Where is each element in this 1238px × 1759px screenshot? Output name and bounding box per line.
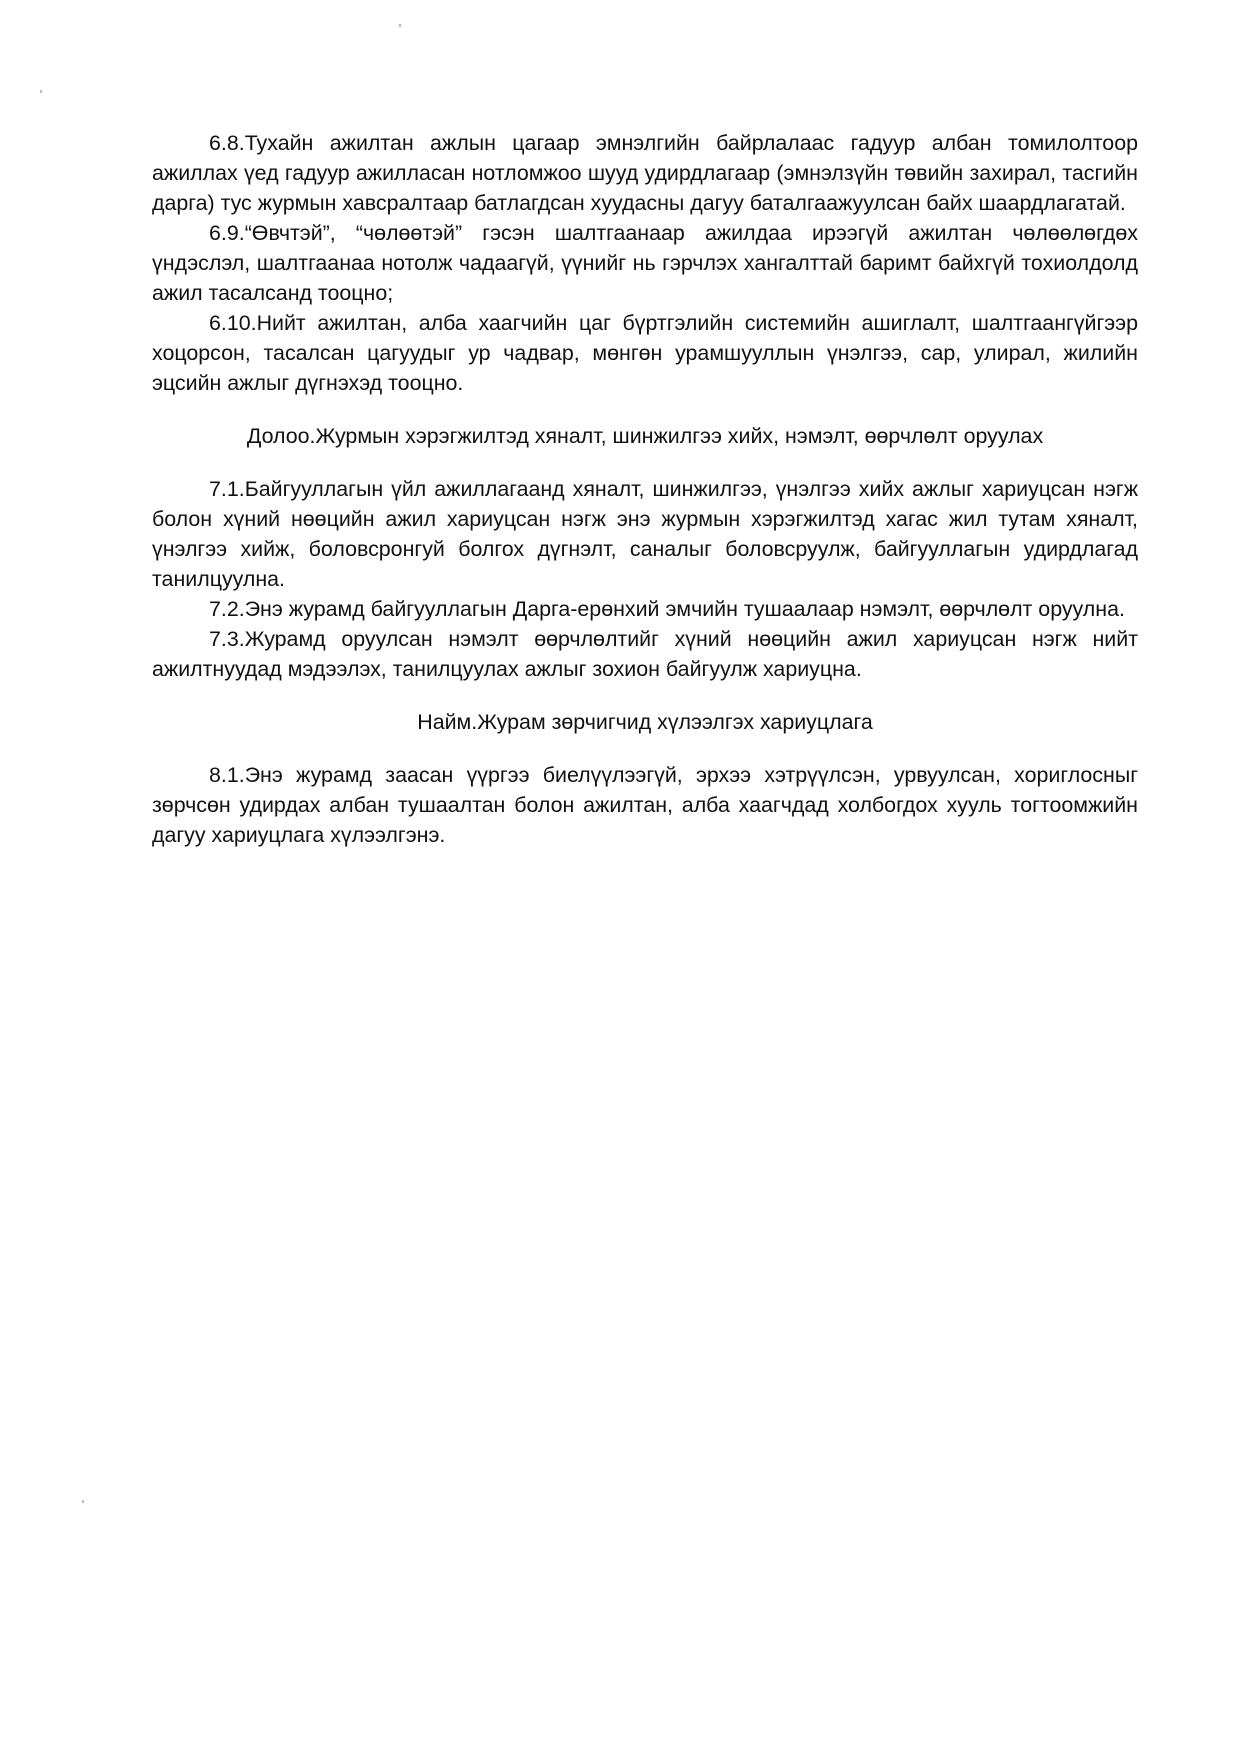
clause-7-2 [152, 594, 1138, 624]
clause-number: 6.8. [209, 131, 245, 155]
clause-number: 8.1. [209, 763, 245, 787]
clause-text: Энэ журамд байгууллагын Дарга-ерөнхий эмчийн тушаалаар нэмэлт, өөрчлөлт оруулна. [244, 597, 1125, 621]
scan-speck [82, 1500, 84, 1503]
clause-6-9 [152, 218, 1138, 308]
clause-text: Журамд оруулсан нэмэлт өөрчлөлтийг хүний нөөцийн ажил хариуцсан нэгж нийт ажилтнуудад мэдээлэх, танилцуулах ажлыг зохион байгуулж хариуцна. [152, 627, 1138, 681]
section-heading-seven: Долоо.Журмын хэрэгжилтэд хяналт, шинжилгээ хийх, нэмэлт, өөрчлөлт оруулах [246, 424, 1044, 448]
clause-6-8 [152, 128, 1138, 218]
clause-number: 7.3. [209, 627, 245, 651]
section-heading-eight: Найм.Журам зөрчигчид хүлээлгэх хариуцлага [417, 710, 873, 734]
clause-text: Байгууллагын үйл ажиллагаанд хяналт, шинжилгээ, үнэлгээ хийх ажлыг хариуцсан нэгж болон хүний нөөцийн ажил хариуцсан нэгж энэ журмын хэрэгжилтэд хагас жил тутам хяналт, үнэлгээ хийж, боловсронгуй болгох дүгнэлт, саналыг боловсруулж, байгууллагын удирдлагад танилцуулна. [152, 477, 1138, 591]
clause-text: Энэ журамд заасан үүргээ биелүүлээгүй, эрхээ хэтрүүлсэн, урвуулсан, хориглосныг зөрчсөн удирдах албан тушаалтан болон ажилтан, алба хаагчдад холбогдох хууль тогтоомжийн дагуу хариуцлага хүлээлгэнэ. [152, 763, 1138, 847]
clause-text: Тухайн ажилтан ажлын цагаар эмнэлгийн байрлалаас гадуур албан томилолтоор ажиллах үед гадуур ажилласан нотломжоо шууд удирдлагаар (эмнэлзүйн төвийн захирал, тасгийн дарга) тус журмын хавсралтаар батлагдсан хуудасны дагуу баталгаажуулсан байх шаардлагатай. [152, 131, 1138, 215]
scan-speck [399, 24, 401, 27]
scan-speck [40, 90, 42, 93]
clause-number: 6.9. [209, 221, 245, 245]
document-body [152, 128, 1138, 850]
clause-number: 7.2. [209, 597, 245, 621]
clause-8-1 [152, 760, 1138, 850]
clause-6-10 [152, 308, 1138, 398]
clause-number: 6.10. [209, 311, 257, 335]
clause-text: Нийт ажилтан, алба хаагчийн цаг бүртгэлийн системийн ашиглалт, шалтгаангүйгээр хоцорсон, тасалсан цагуудыг ур чадвар, мөнгөн урамшууллын үнэлгээ, сар, улирал, жилийн эцсийн ажлыг дүгнэхэд тооцно. [152, 311, 1138, 395]
clause-7-1 [152, 474, 1138, 594]
clause-text: “Өвчтэй”, “чөлөөтэй” гэсэн шалтгаанаар ажилдаа ирээгүй ажилтан чөлөөлөгдөх үндэслэл, шалтгаанаа нотолж чадаагүй, үүнийг нь гэрчлэх хангалттай баримт байхгүй тохиолдолд ажил тасалсанд тооцно; [152, 221, 1138, 305]
clause-7-3 [152, 624, 1138, 684]
clause-number: 7.1. [209, 477, 245, 501]
